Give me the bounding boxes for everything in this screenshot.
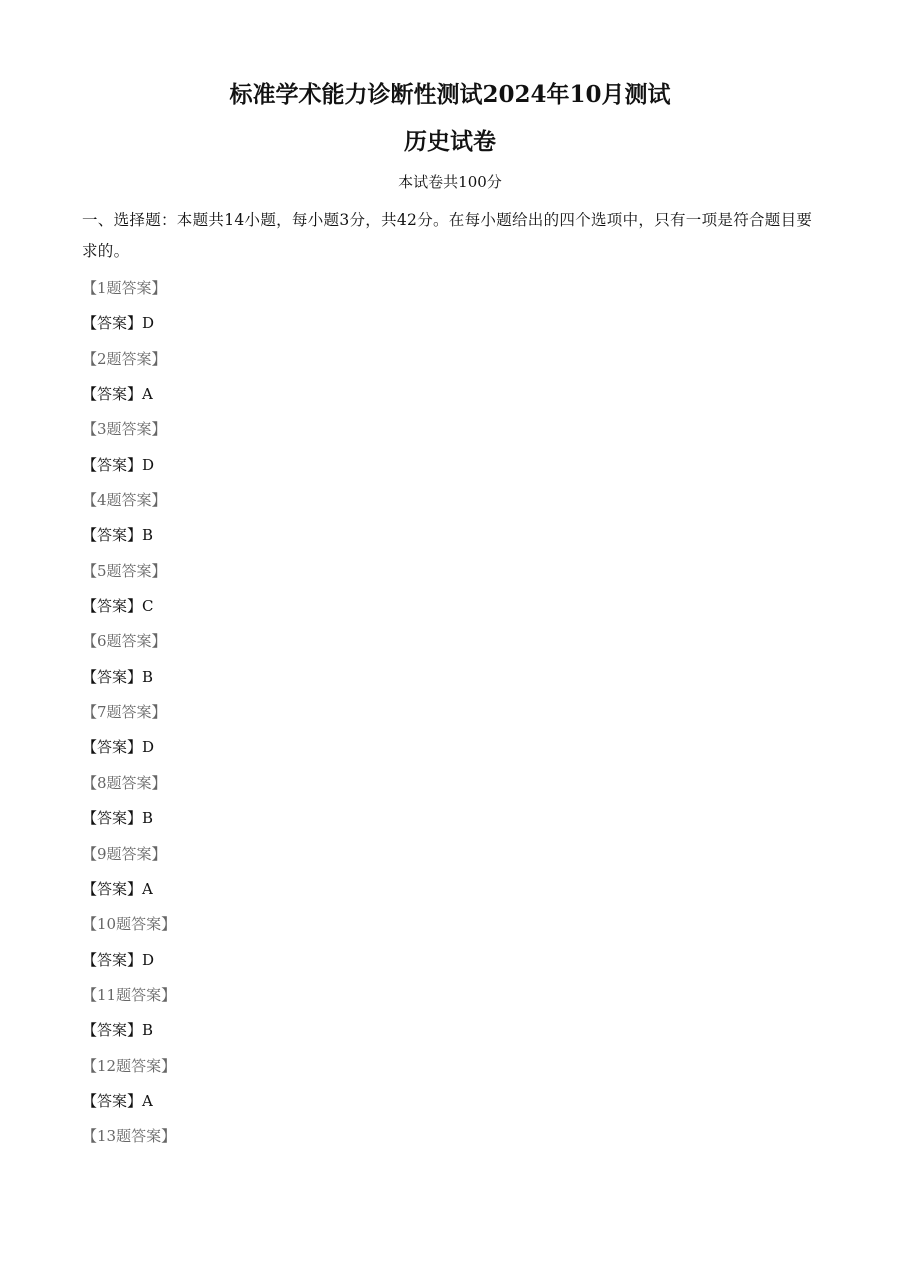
answer-line: 【答案】C (82, 597, 154, 616)
subject-title: 历史试卷 (404, 128, 496, 155)
answer-line: 【答案】B (82, 809, 154, 828)
answer-line: 【答案】B (82, 1021, 154, 1040)
document-title: 标准学术能力诊断性测试2024年10月测试 (229, 81, 671, 108)
answer-line: 【答案】D (82, 455, 155, 474)
question-header: 【7题答案】 (82, 703, 167, 722)
section-heading: 一、选择题：本题共14小题，每小题3分，共42分。在每小题给出的四个选项中，只有一项是符合题目要求的。 (82, 211, 813, 260)
question-header: 【2题答案】 (82, 349, 167, 368)
question-header: 【12题答案】 (82, 1056, 177, 1075)
question-header: 【5题答案】 (82, 561, 167, 580)
answer-line: 【答案】D (82, 950, 155, 969)
question-header: 【6题答案】 (82, 632, 167, 651)
score-note: 本试卷共100分 (398, 173, 502, 191)
answer-line: 【答案】A (82, 385, 153, 404)
question-header: 【1题答案】 (82, 279, 167, 297)
question-header: 【8题答案】 (82, 773, 167, 792)
answer-line: 【答案】B (82, 526, 154, 545)
question-header: 【13题答案】 (82, 1127, 177, 1146)
answer-list (82, 275, 682, 1159)
answer-line: 【答案】D (82, 314, 155, 333)
question-header: 【9题答案】 (82, 844, 167, 863)
question-header: 【4题答案】 (82, 491, 167, 510)
question-header: 【10题答案】 (82, 915, 177, 934)
answer-line: 【答案】D (82, 738, 155, 757)
question-header: 【3题答案】 (82, 420, 167, 439)
question-header: 【11题答案】 (82, 985, 177, 1004)
answer-line: 【答案】A (82, 1091, 153, 1110)
answer-line: 【答案】B (82, 667, 154, 686)
answer-line: 【答案】A (82, 879, 153, 898)
